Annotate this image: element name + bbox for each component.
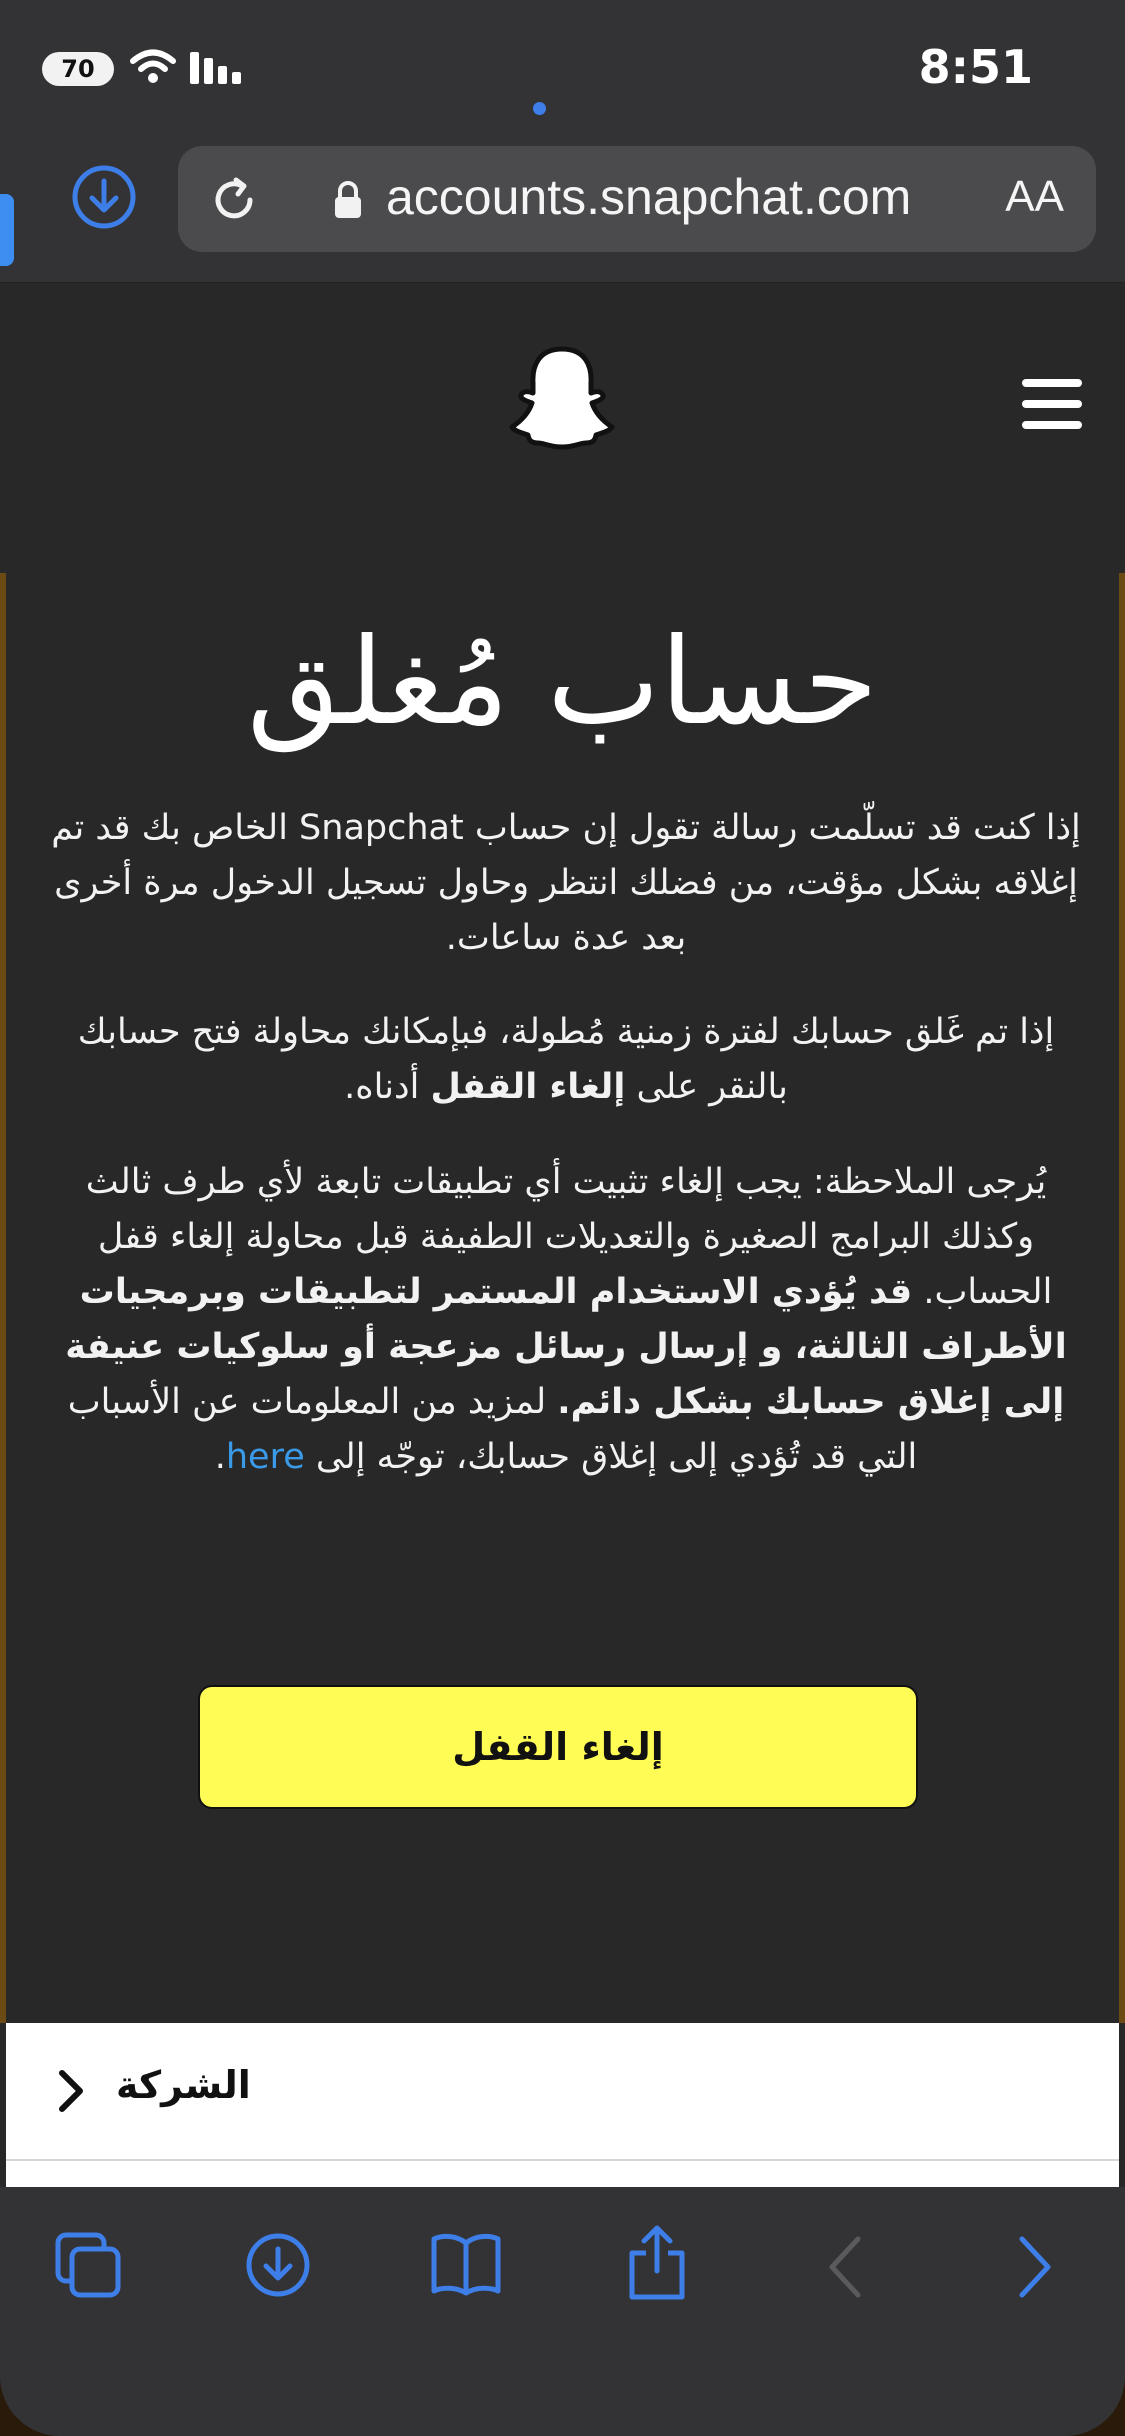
paragraph2-bold: إلغاء القفل	[430, 1067, 626, 1107]
snapchat-ghost-icon[interactable]	[508, 343, 616, 453]
main-content	[0, 573, 1125, 2023]
text-size-button[interactable]: AA	[1005, 172, 1064, 221]
tab-indicator-dot	[533, 102, 546, 115]
status-bar	[0, 0, 1125, 140]
url-field[interactable]	[178, 146, 1096, 252]
unlock-button[interactable]: إلغاء القفل	[198, 1685, 918, 1809]
reload-icon[interactable]	[208, 174, 260, 226]
url-text: accounts.snapchat.com	[386, 169, 912, 225]
download-icon[interactable]	[70, 163, 138, 231]
download-icon[interactable]	[244, 2231, 312, 2299]
browser-address-row	[0, 140, 1125, 283]
paragraph3-text: يُرجى الملاحظة: يجب إلغاء تثبيت أي تطبيقات تابعة لأي طرف ثالث وكذلك البرامج الصغيرة والتعديلات الطفيفة قبل محاولة إلغاء قفل الحساب.	[85, 1162, 1053, 1312]
footer-item-company[interactable]	[6, 2023, 1119, 2161]
back-icon[interactable]	[826, 2235, 866, 2299]
here-link[interactable]: here	[225, 1437, 305, 1477]
paragraph-note: يُرجى الملاحظة: يجب إلغاء تثبيت أي تطبيقات تابعة لأي طرف ثالث وكذلك البرامج الصغيرة والتعديلات الطفيفة قبل محاولة إلغاء قفل الحساب. قد يُؤدي الاستخدام المستمر لتطبيقات وبرمجيات الأطراف الثالثة، و إرسال رسائل مزعجة أو سلوكيات عنيفة إلى إغلاق حسابك بشكل دائم. لمزيد من المعلومات عن الأسباب التي قد تُؤدي إلى إغلاق حسابك، توجّه إلى here.	[65, 1162, 1067, 1477]
paragraph3-end: لمزيد من المعلومات عن الأسباب التي قد تُؤدي إلى إغلاق حسابك، توجّه إلى	[67, 1382, 918, 1477]
forward-icon[interactable]	[1014, 2235, 1054, 2299]
lock-icon	[333, 180, 363, 220]
paragraph-temporary-lock: إذا كنت قد تسلّمت رسالة تقول إن حساب Snapchat الخاص بك قد تم إغلاقه بشكل مؤقت، من فضلك انتظر وحاول تسجيل الدخول مرة أخرى بعد عدة ساعات.	[51, 808, 1081, 958]
footer-item-label: الشركة	[116, 2063, 251, 2107]
paragraph-extended-lock	[46, 1005, 1086, 1115]
tabs-icon[interactable]	[54, 2231, 126, 2303]
page-title: حساب مُغلق	[247, 613, 878, 752]
chevron-right-icon	[56, 2068, 86, 2114]
footer-section	[6, 2023, 1119, 2187]
browser-toolbar	[0, 2187, 1125, 2436]
side-tab-handle[interactable]	[0, 194, 14, 266]
wifi-icon	[130, 48, 176, 84]
clock: 8:51	[918, 40, 1033, 94]
share-icon[interactable]	[624, 2223, 690, 2303]
site-header	[0, 283, 1125, 573]
bookmarks-icon[interactable]	[430, 2231, 502, 2297]
paragraph2-end: أدناه.	[344, 1067, 431, 1107]
paragraph2-text: إذا تم غَلق حسابك لفترة زمنية مُطولة، فبإمكانك محاولة فتح حسابك بالنقر على	[77, 1012, 1055, 1107]
battery-indicator: 70	[42, 52, 114, 86]
hamburger-menu-icon[interactable]	[1022, 379, 1082, 442]
paragraph3-bold: قد يُؤدي الاستخدام المستمر لتطبيقات وبرمجيات الأطراف الثالثة، و إرسال رسائل مزعجة أو سلوكيات عنيفة إلى إغلاق حسابك بشكل دائم.	[65, 1272, 1067, 1422]
signal-icon	[190, 52, 246, 84]
